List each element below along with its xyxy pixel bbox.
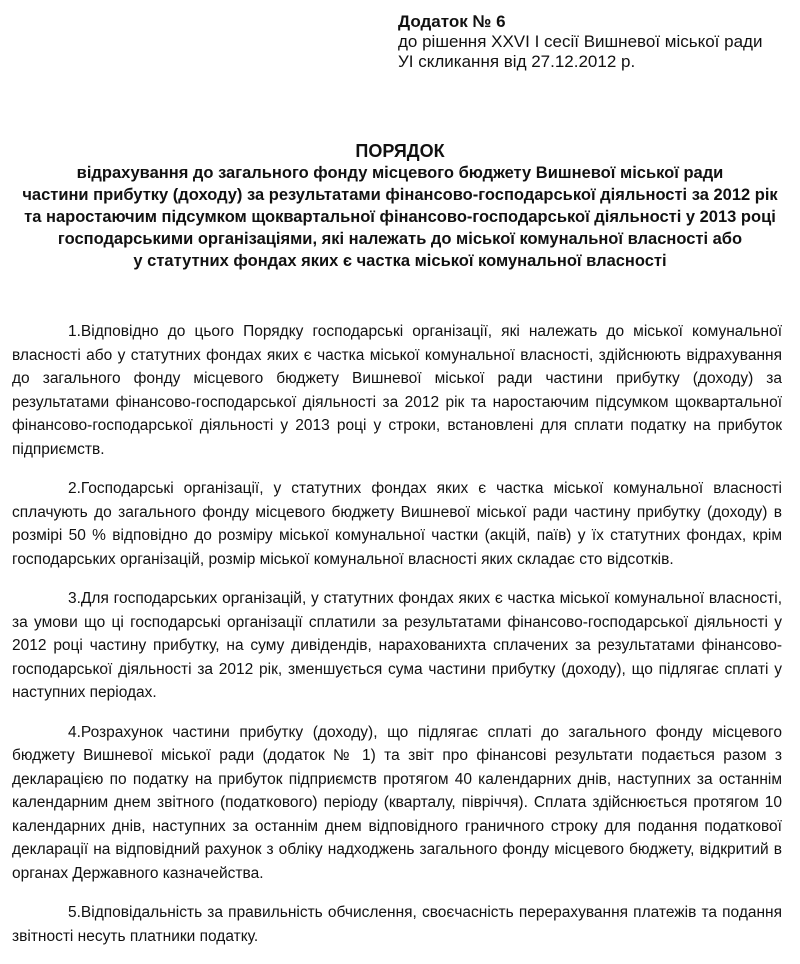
annex-decision-line: до рішення XXVI I сесії Вишневої міської ради xyxy=(398,32,763,51)
annex-convocation-date-line: УІ скликання від 27.12.2012 р. xyxy=(398,52,636,71)
heading-line: господарськими організаціями, які належать до міської комунальної власності або xyxy=(57,230,743,248)
heading-line: та наростаючим підсумком щоквартальної фінансово-господарської діяльності у 2013 році xyxy=(24,208,776,226)
paragraph-3: 3.Для господарських організацій, у статутних фондах яких є частка міської комунальної власності, за умови що ці господарські організації сплатили за результатами фінансово-господарської діяльності у 2012 році частину прибутку, на суму дивідендів, нарахованихта сплачених за результатами фінансово-господарської діяльності за 2012 рік, зменшується сума частини прибутку (доходу), що підлягає сплаті у наступних періодах. xyxy=(12,590,782,701)
heading-line: частини прибутку (доходу) за результатами фінансово-господарської діяльності за 2012 рік xyxy=(22,186,778,204)
paragraph-4: 4.Розрахунок частини прибутку (доходу), що підлягає сплаті до загального фонду місцевого бюджету Вишневої міської ради (додаток № 1) та звіт про фінансові результати подається разом з декларацією по податку на прибуток підприємств протягом 40 календарних днів, наступних за останнім календарним днем звітного (податкового) періоду (кварталу, півріччя). Сплата здійснюється протягом 10 календарних днів, наступних за останнім днем відповідного граничного строку для подання податкової декларації на відповідний рахунок з обліку надходжень загального фонду місцевого бюджету, відкритий в органах Державного казначейства. xyxy=(12,723,782,882)
document-heading xyxy=(0,140,800,272)
annex-title: Додаток № 6 xyxy=(398,12,506,31)
heading-line: відрахування до загального фонду місцевого бюджету Вишневої міської ради xyxy=(76,164,724,182)
document-body xyxy=(12,320,782,964)
heading-line: у статутних фондах яких є частка міської комунальної власності xyxy=(133,252,667,270)
paragraph-2: 2.Господарські організації, у статутних фондах яких є частка міської комунальної власності сплачують до загального фонду місцевого бюджету Вишневої міської ради частину прибутку (доходу) в розмірі 50 % відповідно до розміру міської комунальної частки (акцій, паїв) у їх статутних фондах, крім господарських організацій, розмір міської комунальної власності яких складає сто відсотків. xyxy=(12,480,782,568)
paragraph-5: 5.Відповідальність за правильність обчислення, своєчасність перерахування платежів та подання звітності несуть платники податку. xyxy=(12,904,782,945)
paragraph-1: 1.Відповідно до цього Порядку господарські організації, які належать до міської комунальної власності або у статутних фондах яких є частка міської комунальної власності, здійснюють відрахування до загального фонду місцевого бюджету Вишневої міської ради частини прибутку (доходу) за результатами фінансово-господарської діяльності за 2012 рік та наростаючим підсумком щоквартальної фінансово-господарської діяльності у 2013 році у строки, встановлені для сплати податку на прибуток підприємств. xyxy=(12,323,782,458)
document-title: ПОРЯДОК xyxy=(355,141,445,161)
annex-block xyxy=(398,12,762,72)
